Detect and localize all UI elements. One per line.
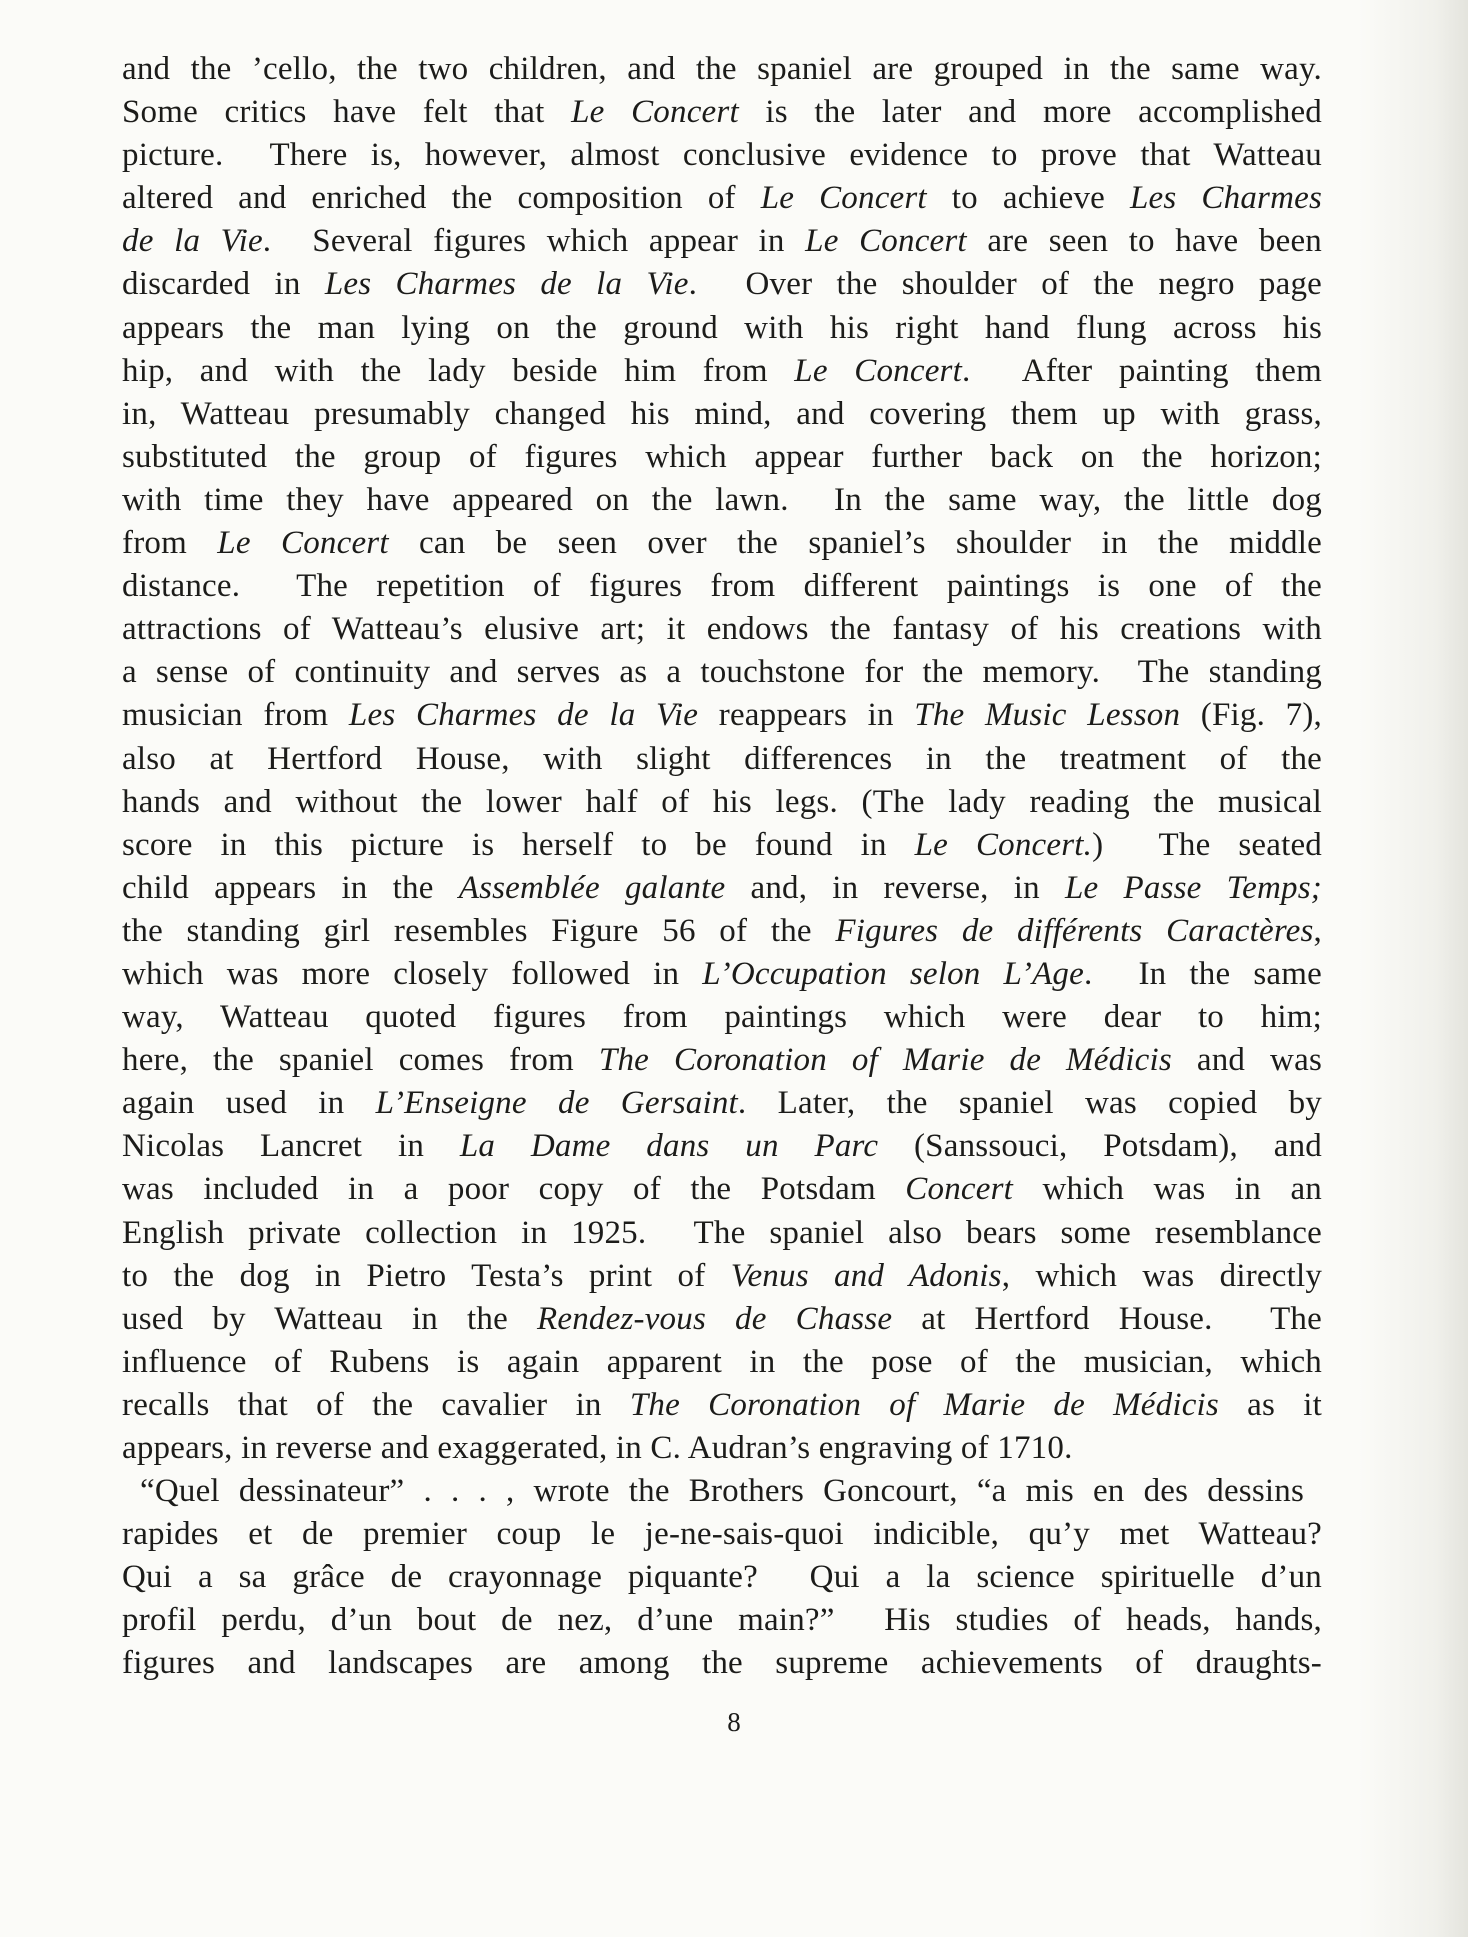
text-line bbox=[122, 479, 1322, 522]
text-line bbox=[122, 867, 1322, 910]
text-line bbox=[122, 220, 1322, 263]
text-run: . After painting them bbox=[961, 352, 1322, 389]
text-line bbox=[122, 738, 1322, 781]
text-run: “Quel dessinateur” . . . , wrote the Brothers Goncourt, “a mis en des dessins bbox=[140, 1473, 1304, 1510]
text-run: here, the spaniel comes from bbox=[122, 1042, 599, 1079]
italic-title: Le Concert. bbox=[914, 826, 1093, 863]
italic-title: Le Concert bbox=[805, 223, 967, 260]
text-run: was included in a poor copy of the Potsdam bbox=[122, 1171, 906, 1208]
text-run: , bbox=[1313, 912, 1322, 949]
text-run: rapides et de premier coup le je-ne-sais-quoi indicible, qu’y met Watteau? bbox=[122, 1516, 1322, 1553]
italic-title: The Music Lesson bbox=[914, 697, 1181, 734]
text-line bbox=[122, 1255, 1322, 1298]
text-run: Some critics have felt that bbox=[122, 94, 572, 131]
text-run: discarded in bbox=[122, 266, 325, 303]
text-run: and, in reverse, in bbox=[725, 869, 1065, 906]
italic-title: Le Concert bbox=[794, 352, 962, 389]
text-run: as it bbox=[1218, 1386, 1322, 1423]
italic-title: de la Vie bbox=[122, 223, 263, 260]
text-run: appears, in reverse and exaggerated, in C. Audran’s engraving of 1710. bbox=[122, 1430, 1073, 1466]
italic-title: Venus and Adonis bbox=[730, 1257, 1002, 1294]
text-run: way, Watteau quoted figures from paintings which were dear to him; bbox=[122, 999, 1322, 1036]
text-run: (Sanssouci, Potsdam), and bbox=[878, 1128, 1322, 1165]
paragraph bbox=[122, 48, 1322, 1470]
text-run: substituted the group of figures which appear further back on the horizon; bbox=[122, 438, 1322, 475]
text-run: also at Hertford House, with slight differences in the treatment of the bbox=[122, 740, 1322, 777]
italic-title: The Coronation of Marie de Médicis bbox=[629, 1386, 1219, 1423]
text-run: figures and landscapes are among the supreme achievements of draughts- bbox=[122, 1645, 1322, 1682]
text-run: are seen to have been bbox=[966, 223, 1322, 260]
body-text bbox=[122, 48, 1322, 1686]
text-run: recalls that of the cavalier in bbox=[122, 1386, 630, 1423]
italic-title: L’Enseigne de Gersaint bbox=[375, 1085, 738, 1122]
text-run: and was bbox=[1171, 1042, 1322, 1079]
text-run: is the later and more accomplished bbox=[738, 94, 1322, 131]
text-line bbox=[122, 1125, 1322, 1168]
text-run: from bbox=[122, 525, 218, 562]
text-run: with time they have appeared on the lawn. In the same way, the little dog bbox=[122, 481, 1322, 518]
text-run: which was more closely followed in bbox=[122, 955, 703, 992]
text-run: . Several figures which appear in bbox=[262, 223, 806, 260]
text-run: altered and enriched the composition of bbox=[122, 180, 761, 217]
text-run: can be seen over the spaniel’s shoulder in the middle bbox=[388, 525, 1322, 562]
italic-title: Concert bbox=[905, 1171, 1013, 1208]
text-line bbox=[122, 307, 1322, 350]
text-line bbox=[122, 608, 1322, 651]
text-run: appears the man lying on the ground with his right hand flung across his bbox=[122, 309, 1322, 346]
text-line bbox=[122, 910, 1322, 953]
italic-title: Le Passe Temps; bbox=[1064, 869, 1322, 906]
text-run: hip, and with the lady beside him from bbox=[122, 352, 795, 389]
text-line bbox=[122, 1082, 1322, 1125]
italic-title: Rendez-vous de Chasse bbox=[537, 1300, 893, 1337]
text-line bbox=[122, 651, 1322, 694]
text-run: child appears in the bbox=[122, 869, 459, 906]
text-line bbox=[122, 1341, 1322, 1384]
italic-title: Le Concert bbox=[760, 180, 927, 217]
text-line bbox=[122, 91, 1322, 134]
text-line bbox=[122, 1168, 1322, 1211]
text-line bbox=[122, 48, 1322, 91]
text-line bbox=[122, 177, 1322, 220]
text-run: influence of Rubens is again apparent in the pose of the musician, which bbox=[122, 1343, 1322, 1380]
text-run: at Hertford House. The bbox=[892, 1300, 1322, 1337]
text-line bbox=[122, 565, 1322, 608]
page-number: 8 bbox=[727, 1707, 741, 1737]
text-line bbox=[122, 436, 1322, 479]
italic-title: The Coronation of Marie de Médicis bbox=[598, 1042, 1172, 1079]
text-run: . Over the shoulder of the negro page bbox=[688, 266, 1322, 303]
text-line bbox=[122, 996, 1322, 1039]
paragraph bbox=[122, 1470, 1322, 1685]
italic-title: Les Charmes de la Vie bbox=[348, 697, 699, 734]
text-line bbox=[122, 1427, 1322, 1470]
text-run: . In the same bbox=[1083, 955, 1322, 992]
text-line bbox=[122, 1556, 1322, 1599]
text-line bbox=[122, 953, 1322, 996]
text-run: picture. There is, however, almost conclusive evidence to prove that Watteau bbox=[122, 137, 1322, 174]
text-line bbox=[122, 1384, 1322, 1427]
text-line bbox=[122, 522, 1322, 565]
text-run: to the dog in Pietro Testa’s print of bbox=[122, 1257, 731, 1294]
italic-title: Le Concert bbox=[217, 525, 389, 562]
text-line bbox=[122, 694, 1322, 737]
text-line bbox=[122, 134, 1322, 177]
text-line bbox=[122, 824, 1322, 867]
text-run: again used in bbox=[122, 1085, 376, 1122]
text-run: score in this picture is herself to be found in bbox=[122, 826, 915, 863]
text-run: musician from bbox=[122, 697, 349, 734]
text-run: used by Watteau in the bbox=[122, 1300, 538, 1337]
text-run: which was in an bbox=[1013, 1171, 1322, 1208]
text-run: profil perdu, d’un bout de nez, d’une main?” His studies of heads, hands, bbox=[122, 1602, 1322, 1639]
text-line bbox=[122, 1513, 1322, 1556]
text-run: in, Watteau presumably changed his mind, and covering them up with grass, bbox=[122, 395, 1322, 432]
text-run: (Fig. 7), bbox=[1180, 697, 1322, 734]
text-line bbox=[122, 1212, 1322, 1255]
text-line bbox=[122, 1470, 1322, 1513]
text-run: to achieve bbox=[926, 180, 1130, 217]
italic-title: La Dame dans un Parc bbox=[459, 1128, 879, 1165]
text-run: ) The seated bbox=[1092, 826, 1323, 863]
italic-title: Assemblée galante bbox=[458, 869, 726, 906]
text-run: the standing girl resembles Figure 56 of the bbox=[122, 912, 836, 949]
text-run: hands and without the lower half of his legs. (The lady reading the musical bbox=[122, 783, 1322, 820]
text-line bbox=[122, 263, 1322, 306]
italic-title: L’Occupation selon L’Age bbox=[702, 955, 1084, 992]
text-line bbox=[122, 1599, 1322, 1642]
page-edge-shadow bbox=[1358, 0, 1468, 1937]
italic-title: Les Charmes bbox=[1130, 180, 1323, 217]
text-run: Nicolas Lancret in bbox=[122, 1128, 460, 1165]
text-run: a sense of continuity and serves as a touchstone for the memory. The standing bbox=[122, 654, 1322, 691]
text-line bbox=[122, 1642, 1322, 1685]
text-line bbox=[122, 350, 1322, 393]
text-line bbox=[122, 393, 1322, 436]
text-run: attractions of Watteau’s elusive art; it endows the fantasy of his creations with bbox=[122, 611, 1322, 648]
text-run: Qui a sa grâce de crayonnage piquante? Qui a la science spirituelle d’un bbox=[122, 1559, 1322, 1596]
text-line bbox=[122, 1298, 1322, 1341]
text-run: and the ’cello, the two children, and the spaniel are grouped in the same way. bbox=[122, 51, 1322, 87]
text-run: English private collection in 1925. The spaniel also bears some resemblance bbox=[122, 1214, 1322, 1251]
italic-title: Figures de différents Caractères bbox=[835, 912, 1314, 949]
text-line bbox=[122, 781, 1322, 824]
italic-title: Les Charmes de la Vie bbox=[324, 266, 689, 303]
text-run: reappears in bbox=[698, 697, 915, 734]
italic-title: Le Concert bbox=[571, 94, 739, 131]
text-run: . Later, the spaniel was copied by bbox=[737, 1085, 1322, 1122]
text-line bbox=[122, 1039, 1322, 1082]
text-run: distance. The repetition of figures from different paintings is one of the bbox=[122, 568, 1322, 605]
text-run: , which was directly bbox=[1001, 1257, 1323, 1294]
